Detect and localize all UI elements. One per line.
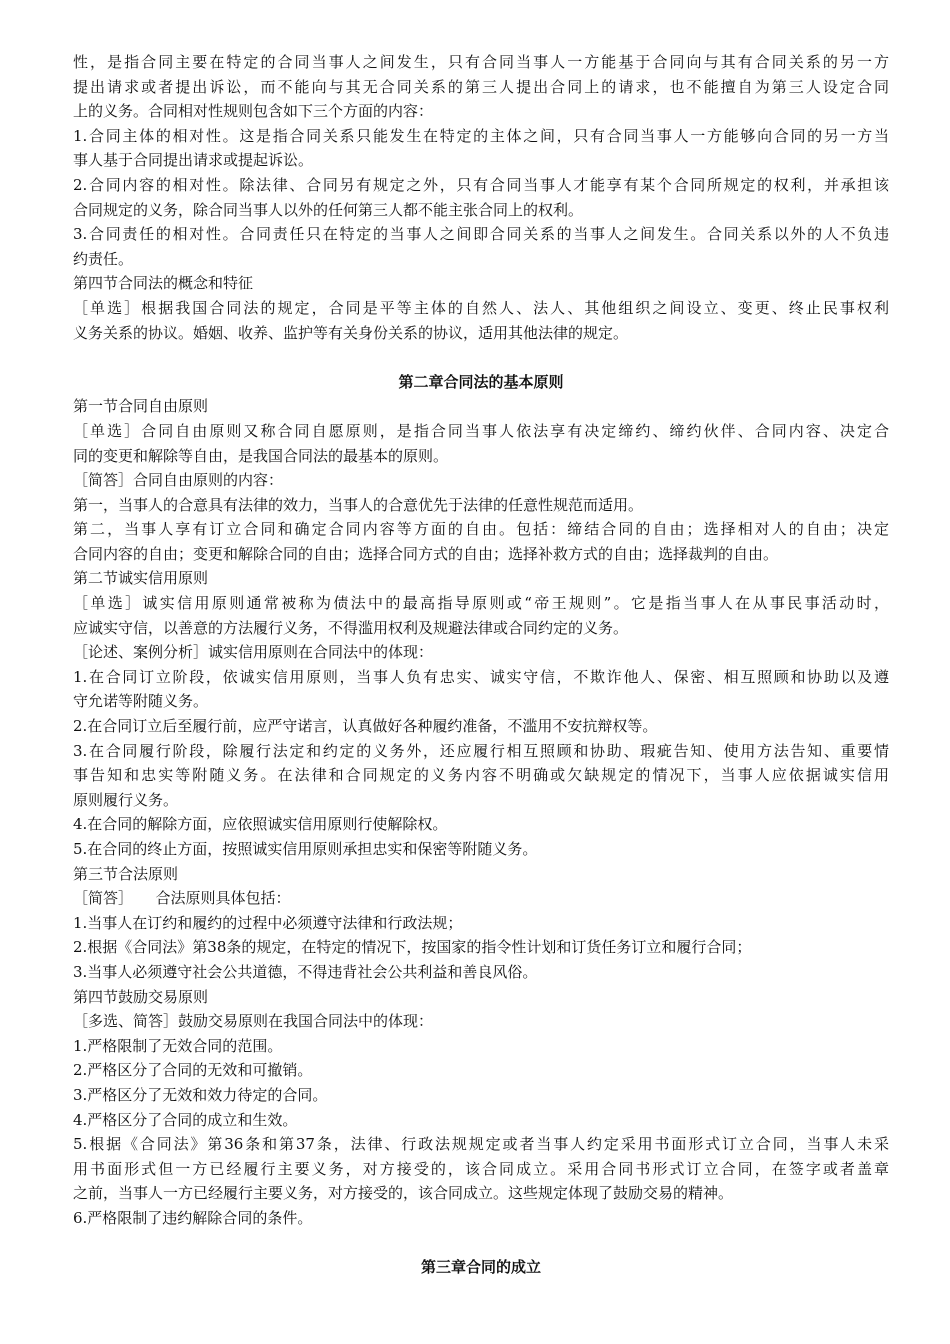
text-line: 应诚实守信，以善意的方法履行义务，不得滥用权利及规避法律或合同约定的义务。 bbox=[73, 618, 629, 637]
text-line: 守允诺等附随义务。 bbox=[73, 692, 209, 711]
text-line: ［单选］合同自由原则又称合同自愿原则，是指合同当事人依法享有决定缔约、缔约伙伴、合同内容、决定合 bbox=[73, 421, 889, 440]
text-line: 第二，当事人享有订立合同和确定合同内容等方面的自由。包括：缔结合同的自由；选择相对人的自由；决定 bbox=[73, 520, 889, 539]
text-line: 原则履行义务。 bbox=[73, 790, 179, 809]
chapter-title: 第二章合同法的基本原则 bbox=[398, 372, 564, 391]
text-line: 提出请求或者提出诉讼，而不能向与其无合同关系的第三人提出合同上的请求，也不能擅自为第三人设定合同 bbox=[73, 77, 889, 96]
section-heading: 第四节合同法的概念和特征 bbox=[73, 274, 254, 293]
text-line: 第一，当事人的合意具有法律的效力，当事人的合意优先于法律的任意性规范而适用。 bbox=[73, 495, 644, 514]
text-line: 1.在合同订立阶段，依诚实信用原则，当事人负有忠实、诚实守信，不欺诈他人、保密、相互照顾和协助以及遵 bbox=[73, 667, 889, 686]
text-line: 事人基于合同提出请求或提起诉讼。 bbox=[73, 151, 314, 170]
text-line: 3.严格区分了无效和效力待定的合同。 bbox=[73, 1085, 328, 1104]
text-line: 6.严格限制了违约解除合同的条件。 bbox=[73, 1208, 313, 1227]
text-line: 2.根据《合同法》第38条的规定，在特定的情况下，按国家的指令性计划和订货任务订立和履行合同； bbox=[73, 938, 752, 957]
text-line: 4.严格区分了合同的成立和生效。 bbox=[73, 1110, 298, 1129]
section-heading: 第二节诚实信用原则 bbox=[73, 569, 209, 588]
document-page bbox=[73, 50, 889, 1280]
text-line: 1.当事人在订约和履约的过程中必须遵守法律和行政法规； bbox=[73, 913, 463, 932]
text-line: 义务关系的协议。婚姻、收养、监护等有关身份关系的协议，适用其他法律的规定。 bbox=[73, 323, 629, 342]
section-heading: 第四节鼓励交易原则 bbox=[73, 987, 209, 1006]
text-line: ［多选、简答］鼓励交易原则在我国合同法中的体现： bbox=[73, 1012, 434, 1031]
chapter-title: 第三章合同的成立 bbox=[420, 1258, 541, 1277]
text-line: 5.根据《合同法》第36条和第37条，法律、行政法规规定或者当事人约定采用书面形式订立合同，当事人未采 bbox=[73, 1135, 889, 1154]
text-line: 之前，当事人一方已经履行主要义务，对方接受的，该合同成立。这些规定体现了鼓励交易的精神。 bbox=[73, 1184, 734, 1203]
blank-line bbox=[73, 1231, 889, 1256]
text-line: ［简答］合同自由原则的内容： bbox=[73, 471, 284, 490]
blank-line bbox=[73, 345, 889, 370]
text-line: 2.合同内容的相对性。除法律、合同另有规定之外，只有合同当事人才能享有某个合同所规定的权利，并承担该 bbox=[73, 175, 889, 194]
text-line: 事告知和忠实等附随义务。在法律和合同规定的义务内容不明确或欠缺规定的情况下，当事人应依据诚实信用 bbox=[73, 766, 889, 785]
text-line: 合同内容的自由；变更和解除合同的自由；选择合同方式的自由；选择补救方式的自由；选择裁判的自由。 bbox=[73, 544, 779, 563]
text-line: 约责任。 bbox=[73, 249, 134, 268]
text-line: ［单选］根据我国合同法的规定，合同是平等主体的自然人、法人、其他组织之间设立、变更、终止民事权利 bbox=[73, 298, 889, 317]
section-heading: 第三节合法原则 bbox=[73, 864, 179, 883]
text-line: 3.在合同履行阶段，除履行法定和约定的义务外，还应履行相互照顾和协助、瑕疵告知、使用方法告知、重要情 bbox=[73, 741, 889, 760]
text-line: ［单选］诚实信用原则通常被称为债法中的最高指导原则或“帝王规则”。它是指当事人在从事民事活动时， bbox=[73, 594, 889, 613]
text-line: ［论述、案例分析］诚实信用原则在合同法中的体现： bbox=[73, 643, 434, 662]
text-line: 1.严格限制了无效合同的范围。 bbox=[73, 1036, 283, 1055]
text-line: 同的变更和解除等自由，是我国合同法的最基本的原则。 bbox=[73, 446, 449, 465]
section-heading: 第一节合同自由原则 bbox=[73, 397, 209, 416]
text-line: 4.在合同的解除方面，应依照诚实信用原则行使解除权。 bbox=[73, 815, 448, 834]
text-line: 2.严格区分了合同的无效和可撤销。 bbox=[73, 1061, 313, 1080]
text-line: 1.合同主体的相对性。这是指合同关系只能发生在特定的主体之间，只有合同当事人一方能够向合同的另一方当 bbox=[73, 126, 889, 145]
text-line: 合同规定的义务，除合同当事人以外的任何第三人都不能主张合同上的权利。 bbox=[73, 200, 584, 219]
text-line: ［简答］ 合法原则具体包括： bbox=[73, 889, 291, 908]
text-line: 5.在合同的终止方面，按照诚实信用原则承担忠实和保密等附随义务。 bbox=[73, 840, 538, 858]
text-line: 3.合同责任的相对性。合同责任只在特定的当事人之间即合同关系的当事人之间发生。合同关系以外的人不负违 bbox=[73, 225, 889, 244]
text-line: 3.当事人必须遵守社会公共道德，不得违背社会公共利益和善良风俗。 bbox=[73, 962, 538, 981]
text-line: 性，是指合同主要在特定的合同当事人之间发生，只有合同当事人一方能基于合同向与其有合同关系的另一方 bbox=[73, 53, 889, 71]
text-line: 用书面形式但一方已经履行主要义务，对方接受的，该合同成立。采用合同书形式订立合同，在签字或者盖章 bbox=[73, 1159, 889, 1178]
text-line: 上的义务。合同相对性规则包含如下三个方面的内容： bbox=[73, 102, 434, 121]
text-line: 2.在合同订立后至履行前，应严守诺言，认真做好各种履约准备，不滥用不安抗辩权等。 bbox=[73, 717, 658, 736]
